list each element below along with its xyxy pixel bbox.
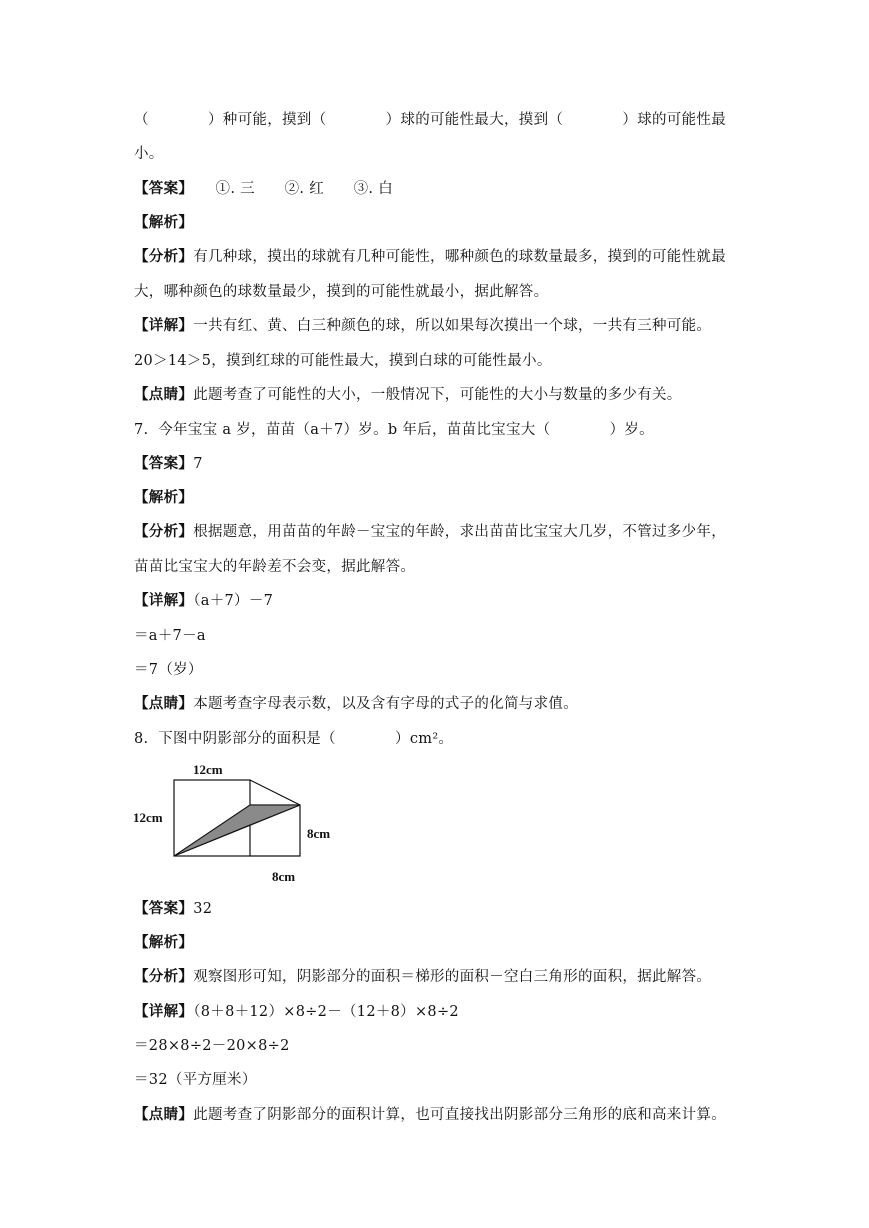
text-line (134, 179, 393, 199)
label-right: 8cm (307, 826, 331, 841)
line-text: 大，哪种颜色的球数量最少，摸到的可能性就最小，据此解答。 (134, 284, 549, 300)
text-line (134, 385, 682, 405)
line-text: 观察图形可知，阴影部分的面积＝梯形的面积－空白三角形的面积，据此解答。 (193, 969, 712, 985)
line-text: 7. 今年宝宝 a 岁，苗苗（a＋7）岁。b 年后，苗苗比宝宝大（ ）岁。 (134, 422, 654, 438)
text-line (134, 110, 726, 130)
line-text: 7 (193, 456, 203, 472)
text-line (134, 694, 578, 714)
text-line (134, 282, 548, 302)
line-text: 8. 下图中阴影部分的面积是（ ）cm²。 (134, 731, 454, 747)
section-tag: 【详解】 (134, 1003, 194, 1020)
section-tag: 【分析】 (134, 968, 194, 985)
text-line (134, 144, 164, 164)
section-tag: 【分析】 (134, 523, 194, 540)
line-text: ＝28×8÷2－20×8÷2 (134, 1038, 290, 1054)
line-text: 此题考查了阴影部分的面积计算，也可直接找出阴影部分三角形的底和高来计算。 (193, 1107, 726, 1123)
line-text: 有几种球，摸出的球就有几种可能性，哪种颜色的球数量最多，摸到的可能性就最 (193, 249, 726, 265)
text-line (134, 454, 203, 474)
line-text: ①. 三 ②. 红 ③. 白 (185, 181, 394, 197)
text-line (134, 1002, 459, 1022)
text-line (134, 1036, 290, 1056)
text-line (134, 967, 711, 987)
label-top: 12cm (193, 762, 223, 777)
section-tag: 【分析】 (134, 248, 194, 265)
text-line (134, 626, 206, 646)
section-tag: 【点睛】 (134, 386, 194, 403)
text-line (134, 591, 273, 611)
line-text: ＝a＋7－a (134, 628, 206, 644)
section-tag: 【详解】 (134, 317, 194, 334)
line-text: （8＋8＋12）×8÷2－（12＋8）×8÷2 (193, 1004, 459, 1020)
upper-edge (174, 805, 250, 856)
section-tag: 【解析】 (134, 214, 194, 231)
section-tag: 【点睛】 (134, 695, 194, 712)
section-tag: 【点睛】 (134, 1106, 194, 1123)
label-left: 12cm (133, 810, 163, 825)
line-text: （ ）种可能，摸到（ ）球的可能性最大，摸到（ ）球的可能性最 (134, 112, 726, 128)
line-text: 32 (193, 901, 213, 917)
section-tag: 【答案】 (134, 900, 194, 917)
shaded-triangle (174, 805, 300, 856)
label-bottom: 8cm (272, 869, 296, 884)
text-line (134, 933, 193, 953)
line-text: 苗苗比宝宝大的年龄差不会变，据此解答。 (134, 559, 416, 575)
section-tag: 【解析】 (134, 934, 194, 951)
text-line (134, 660, 203, 680)
section-tag: 【答案】 (134, 180, 186, 197)
line-text: 根据题意，用苗苗的年龄－宝宝的年龄，求出苗苗比宝宝大几岁，不管过多少年， (193, 524, 726, 540)
text-line (134, 729, 453, 749)
text-line (134, 488, 193, 508)
text-line (134, 420, 654, 440)
line-text: 本题考查字母表示数，以及含有字母的式子的化简与求值。 (193, 696, 579, 712)
text-line (134, 522, 726, 542)
section-tag: 【详解】 (134, 592, 194, 609)
line-text: 20＞14＞5，摸到红球的可能性最大，摸到白球的可能性最小。 (134, 353, 552, 369)
section-tag: 【解析】 (134, 489, 194, 506)
text-line (134, 247, 726, 267)
line-text: 此题考查了可能性的大小，一般情况下，可能性的大小与数量的多少有关。 (193, 387, 682, 403)
section-tag: 【答案】 (134, 455, 194, 472)
shaded-area-figure (131, 758, 346, 888)
line-text: （a＋7）－7 (193, 593, 274, 609)
text-line (134, 1070, 257, 1090)
text-line (134, 557, 415, 577)
line-text: ＝7（岁） (134, 662, 203, 678)
line-text: ＝32（平方厘米） (134, 1072, 257, 1088)
line-text: 一共有红、黄、白三种颜色的球，所以如果每次摸出一个球，一共有三种可能。 (193, 318, 712, 334)
text-line (134, 351, 552, 371)
line-text: 小。 (134, 146, 164, 162)
text-line (134, 1105, 726, 1125)
text-line (134, 899, 212, 919)
text-line (134, 316, 711, 336)
text-line (134, 213, 193, 233)
